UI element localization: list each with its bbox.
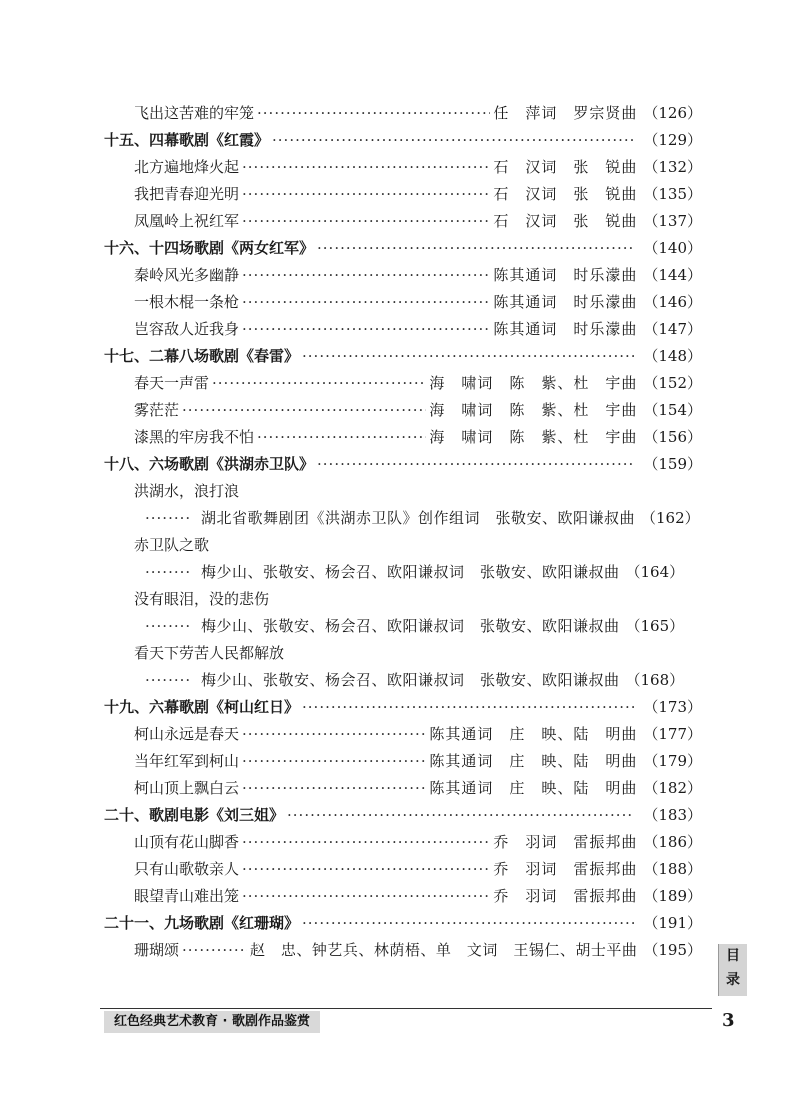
entry-credit: 海 啸词 陈 紫、杜 宇曲 xyxy=(429,428,638,446)
entry-title: 柯山永远是春天 xyxy=(134,725,240,743)
page-number: 3 xyxy=(722,1010,735,1031)
dot-leader xyxy=(242,748,426,775)
entry-page-number: （132） xyxy=(643,158,702,176)
entry-page-number: （146） xyxy=(643,293,702,311)
side-tab-char: 目 xyxy=(726,948,740,964)
toc-section xyxy=(104,910,702,937)
contents-side-tab xyxy=(718,944,747,996)
toc-entry xyxy=(104,289,702,316)
entry-page-number: （162） xyxy=(641,509,700,527)
dot-leader xyxy=(182,397,426,424)
entry-page-number: （177） xyxy=(643,725,702,743)
entry-page-number: （137） xyxy=(643,212,702,230)
toc-entry xyxy=(104,721,702,748)
side-tab-char: 录 xyxy=(726,972,740,988)
toc-entry xyxy=(104,640,702,667)
entry-credit: 陈其通词 时乐濛曲 xyxy=(493,320,638,338)
toc-entry xyxy=(104,883,702,910)
dot-leader xyxy=(242,721,426,748)
toc-entry xyxy=(104,586,702,613)
entry-credit: 乔 羽词 雷振邦曲 xyxy=(493,833,638,851)
dot-leader xyxy=(145,559,191,586)
entry-page-number: （165） xyxy=(625,617,685,635)
entry-title: 赤卫队之歌 xyxy=(134,536,210,554)
toc-section xyxy=(104,127,702,154)
toc-section xyxy=(104,694,702,721)
entry-title: 只有山歌敬亲人 xyxy=(134,860,240,878)
entry-title: 二十一、九场歌剧《红珊瑚》 xyxy=(104,914,300,932)
toc-entry xyxy=(104,370,702,397)
entry-title: 十六、十四场歌剧《两女红军》 xyxy=(104,239,315,257)
entry-page-number: （147） xyxy=(643,320,702,338)
entry-title: 山顶有花山脚香 xyxy=(134,833,240,851)
dot-leader xyxy=(212,370,426,397)
entry-page-number: （164） xyxy=(625,563,685,581)
entry-credit: 湖北省歌舞剧团《洪湖赤卫队》创作组词 张敬安、欧阳谦叔曲 xyxy=(201,509,636,527)
dot-leader xyxy=(145,505,191,532)
entry-page-number: （159） xyxy=(643,455,702,473)
dot-leader xyxy=(242,154,490,181)
entry-title: 眼望青山难出笼 xyxy=(134,887,240,905)
entry-page-number: （188） xyxy=(643,860,702,878)
dot-leader xyxy=(317,451,634,478)
entry-page-number: （148） xyxy=(643,347,702,365)
toc-entry xyxy=(104,775,702,802)
entry-title: 秦岭风光多幽静 xyxy=(134,266,240,284)
entry-credit: 任 萍词 罗宗贤曲 xyxy=(493,104,638,122)
entry-credit: 陈其通词 时乐濛曲 xyxy=(493,293,638,311)
toc-entry xyxy=(104,397,702,424)
entry-credit: 赵 忠、钟艺兵、林荫梧、单 文词 王锡仁、胡士平曲 xyxy=(249,941,638,959)
toc-entry xyxy=(104,937,702,964)
entry-credit: 陈其通词 庄 映、陆 明曲 xyxy=(429,725,638,743)
entry-credit: 海 啸词 陈 紫、杜 宇曲 xyxy=(429,374,638,392)
entry-page-number: （156） xyxy=(643,428,702,446)
entry-credit: 梅少山、张敬安、杨会召、欧阳谦叔词 张敬安、欧阳谦叔曲 xyxy=(201,671,620,689)
dot-leader xyxy=(242,289,490,316)
dot-leader xyxy=(242,883,490,910)
footer-divider xyxy=(100,1008,712,1009)
entry-title: 我把青春迎光明 xyxy=(134,185,240,203)
toc-entry xyxy=(104,181,702,208)
dot-leader xyxy=(257,424,426,451)
toc-entry xyxy=(104,532,702,559)
entry-credit: 乔 羽词 雷振邦曲 xyxy=(493,887,638,905)
toc-section xyxy=(104,235,702,262)
entry-page-number: （183） xyxy=(643,806,702,824)
entry-page-number: （135） xyxy=(643,185,702,203)
entry-credit: 陈其通词 庄 映、陆 明曲 xyxy=(429,779,638,797)
toc-entry xyxy=(104,856,702,883)
entry-title: 洪湖水，浪打浪 xyxy=(134,482,240,500)
entry-title: 十九、六幕歌剧《柯山红日》 xyxy=(104,698,300,716)
toc-credit-line xyxy=(104,505,702,532)
entry-credit: 陈其通词 庄 映、陆 明曲 xyxy=(429,752,638,770)
table-of-contents xyxy=(104,100,702,964)
toc-section xyxy=(104,802,702,829)
toc-credit-line xyxy=(104,667,702,694)
dot-leader xyxy=(242,181,490,208)
entry-credit: 梅少山、张敬安、杨会召、欧阳谦叔词 张敬安、欧阳谦叔曲 xyxy=(201,563,620,581)
entry-page-number: （186） xyxy=(643,833,702,851)
entry-page-number: （191） xyxy=(643,914,702,932)
toc-entry xyxy=(104,748,702,775)
dot-leader xyxy=(242,775,426,802)
entry-page-number: （129） xyxy=(643,131,702,149)
entry-credit: 石 汉词 张 锐曲 xyxy=(493,158,638,176)
entry-title: 柯山顶上飘白云 xyxy=(134,779,240,797)
entry-page-number: （168） xyxy=(625,671,685,689)
toc-entry xyxy=(104,262,702,289)
entry-credit: 乔 羽词 雷振邦曲 xyxy=(493,860,638,878)
toc-entry xyxy=(104,424,702,451)
dot-leader xyxy=(302,910,634,937)
entry-title: 十五、四幕歌剧《红霞》 xyxy=(104,131,270,149)
dot-leader xyxy=(302,694,634,721)
toc-entry xyxy=(104,829,702,856)
entry-title: 凤凰岭上祝红军 xyxy=(134,212,240,230)
footer-book-title: 红色经典艺术教育 · 歌剧作品鉴赏 xyxy=(104,1011,320,1033)
entry-page-number: （152） xyxy=(643,374,702,392)
entry-page-number: （140） xyxy=(643,239,702,257)
dot-leader xyxy=(242,856,490,883)
toc-entry xyxy=(104,154,702,181)
toc-section xyxy=(104,343,702,370)
dot-leader xyxy=(302,343,634,370)
entry-page-number: （195） xyxy=(643,941,702,959)
entry-credit: 石 汉词 张 锐曲 xyxy=(493,212,638,230)
dot-leader xyxy=(257,100,490,127)
entry-page-number: （154） xyxy=(643,401,702,419)
entry-title: 当年红军到柯山 xyxy=(134,752,240,770)
entry-title: 春天一声雷 xyxy=(134,374,210,392)
entry-page-number: （179） xyxy=(643,752,702,770)
entry-title: 岂容敌人近我身 xyxy=(134,320,240,338)
dot-leader xyxy=(145,667,191,694)
entry-credit: 石 汉词 张 锐曲 xyxy=(493,185,638,203)
dot-leader xyxy=(242,262,490,289)
entry-credit: 梅少山、张敬安、杨会召、欧阳谦叔词 张敬安、欧阳谦叔曲 xyxy=(201,617,620,635)
entry-title: 十七、二幕八场歌剧《春雷》 xyxy=(104,347,300,365)
dot-leader xyxy=(242,316,490,343)
toc-credit-line xyxy=(104,559,702,586)
entry-title: 没有眼泪，没的悲伤 xyxy=(134,590,270,608)
entry-page-number: （189） xyxy=(643,887,702,905)
dot-leader xyxy=(242,208,490,235)
entry-credit: 陈其通词 时乐濛曲 xyxy=(493,266,638,284)
entry-title: 雾茫茫 xyxy=(134,401,180,419)
entry-title: 十八、六场歌剧《洪湖赤卫队》 xyxy=(104,455,315,473)
entry-title: 一根木棍一条枪 xyxy=(134,293,240,311)
toc-entry xyxy=(104,478,702,505)
dot-leader xyxy=(182,937,247,964)
dot-leader xyxy=(242,829,490,856)
toc-entry xyxy=(104,100,702,127)
toc-credit-line xyxy=(104,613,702,640)
dot-leader xyxy=(272,127,634,154)
toc-entry xyxy=(104,208,702,235)
dot-leader xyxy=(145,613,191,640)
toc-section xyxy=(104,451,702,478)
entry-title: 二十、歌剧电影《刘三姐》 xyxy=(104,806,285,824)
entry-title: 漆黑的牢房我不怕 xyxy=(134,428,255,446)
entry-page-number: （173） xyxy=(643,698,702,716)
dot-leader xyxy=(287,802,634,829)
toc-entry xyxy=(104,316,702,343)
entry-page-number: （182） xyxy=(643,779,702,797)
entry-title: 飞出这苦难的牢笼 xyxy=(134,104,255,122)
entry-title: 北方遍地烽火起 xyxy=(134,158,240,176)
dot-leader xyxy=(317,235,634,262)
entry-page-number: （126） xyxy=(643,104,702,122)
entry-title: 珊瑚颂 xyxy=(134,941,180,959)
entry-title: 看天下劳苦人民都解放 xyxy=(134,644,285,662)
entry-credit: 海 啸词 陈 紫、杜 宇曲 xyxy=(429,401,638,419)
entry-page-number: （144） xyxy=(643,266,702,284)
